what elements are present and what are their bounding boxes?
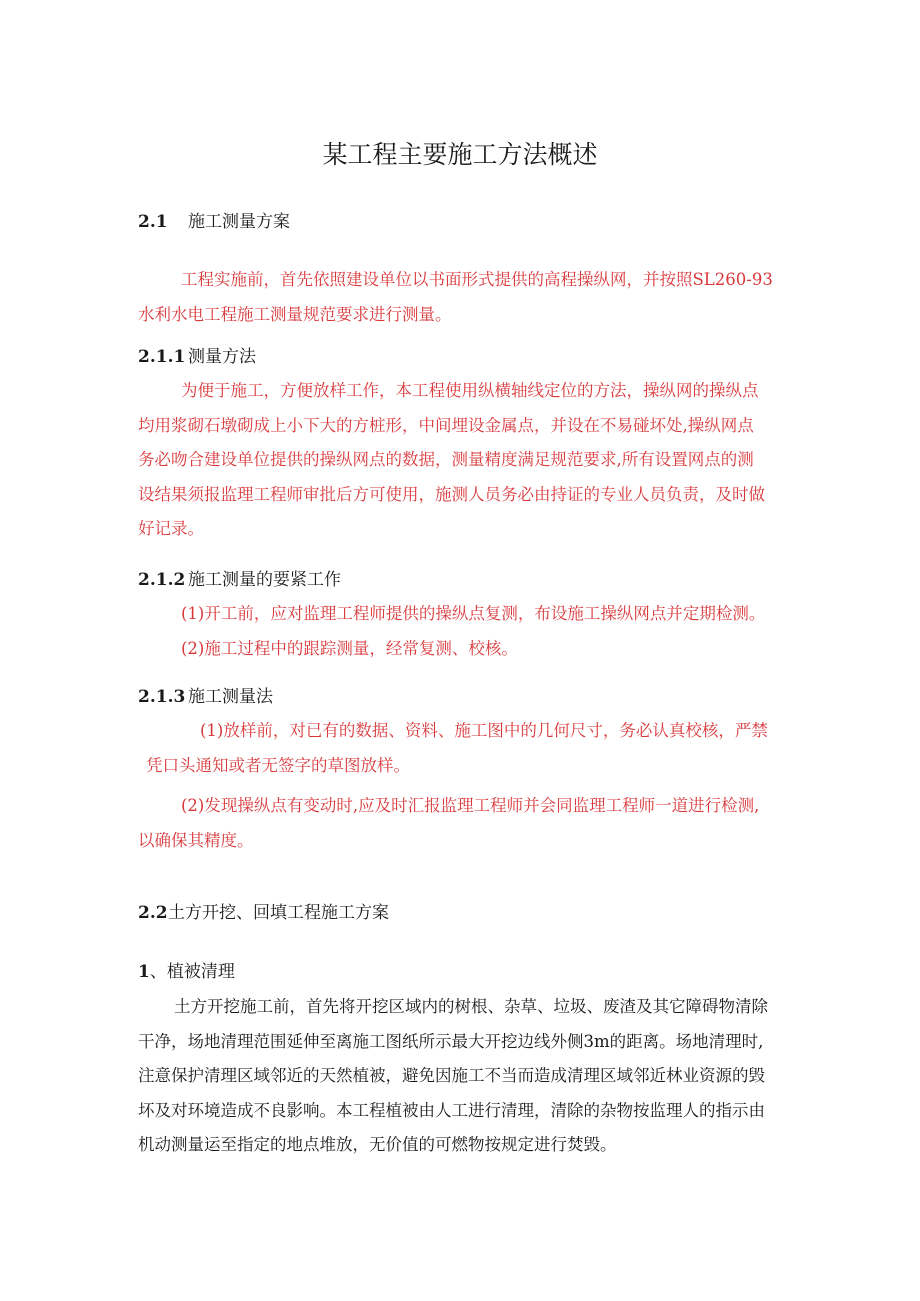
paragraph-1-body: [138, 990, 768, 1163]
section-heading-2-1-2: [138, 568, 341, 592]
text-line: 水利水电工程施工测量规范要求进行测量。: [138, 304, 452, 324]
section-title: 土方开挖、回填工程施工方案: [168, 903, 389, 923]
text-line: 干净，场地清理范围延伸至离施工图纸所示最大开挖边线外侧3m的距离。场地清理时,: [138, 1031, 764, 1051]
section-heading-1: [138, 960, 235, 984]
text-line: (1)放样前，对已有的数据、资料、施工图中的几何尺寸，务必认真校核，严禁: [200, 721, 768, 740]
section-heading-2-1-1: [138, 345, 256, 369]
list-item-2-1-3-1: [138, 714, 768, 783]
text-line: 坏及对环境造成不良影响。本工程植被由人工进行清理，清除的杂物按监理人的指示由: [138, 1100, 765, 1120]
text-line: 好记录。: [138, 519, 204, 538]
text-line: 以确保其精度。: [138, 830, 254, 850]
section-title: 施工测量方案: [188, 212, 290, 232]
section-heading-2-1-3: [138, 685, 273, 709]
page-title: 某工程主要施工方法概述: [322, 140, 598, 169]
section-number: 2.2: [138, 903, 168, 923]
text-line: 土方开挖施工前，首先将开挖区域内的树根、杂草、垃圾、废渣及其它障碍物清除: [174, 997, 768, 1016]
section-number: 2.1.3: [138, 687, 186, 707]
paragraph-2-1-intro: [138, 263, 773, 332]
text-line: 注意保护清理区域邻近的天然植被，避免因施工不当而造成清理区域邻近林业资源的毁: [138, 1066, 765, 1085]
text-line: 为便于施工，方便放样工作，本工程使用纵横轴线定位的方法，操纵网的操纵点: [181, 381, 759, 400]
text-line: (2)发现操纵点有变动时,应及时汇报监理工程师并会同监理工程师一道进行检测,: [181, 796, 760, 815]
section-title: 、植被清理: [149, 962, 235, 982]
text-line: 凭口头通知或者无签字的草图放样。: [146, 755, 410, 775]
section-heading-2-1: [138, 210, 290, 234]
text-line: 均用浆砌石墩砌成上小下大的方桩形，中间埋设金属点，并设在不易碰坏处,操纵网点: [138, 415, 754, 435]
text-line: 设结果须报监理工程师审批后方可使用，施测人员务必由持证的专业人员负责，及时做: [138, 484, 765, 504]
list-item-2-1-3-2: [138, 789, 759, 858]
section-title: 施工测量法: [188, 687, 273, 707]
section-number: 2.1.2: [138, 570, 186, 590]
list-2-1-2: [138, 597, 765, 666]
section-number: 2.1.1: [138, 347, 186, 367]
list-item: (2)施工过程中的跟踪测量，经常复测、校核。: [181, 638, 518, 658]
section-number: 2.1: [138, 212, 168, 232]
text-line: 机动测量运至指定的地点堆放，无价值的可燃物按规定进行焚毁。: [138, 1135, 617, 1154]
section-heading-2-2: [138, 901, 389, 925]
text-line: 务必吻合建设单位提供的操纵网点的数据，测量精度满足规范要求,所有设置网点的测: [138, 450, 754, 469]
text-line: 工程实施前，首先依照建设单位以书面形式提供的高程操纵网，并按照SL260-93: [181, 270, 773, 289]
section-title: 测量方法: [188, 347, 256, 367]
list-item: (1)开工前，应对监理工程师提供的操纵点复测，布设施工操纵网点并定期检测。: [181, 604, 766, 623]
section-title: 施工测量的要紧工作: [188, 570, 341, 590]
section-number: 1: [138, 962, 150, 982]
paragraph-2-1-1-body: [138, 374, 765, 547]
